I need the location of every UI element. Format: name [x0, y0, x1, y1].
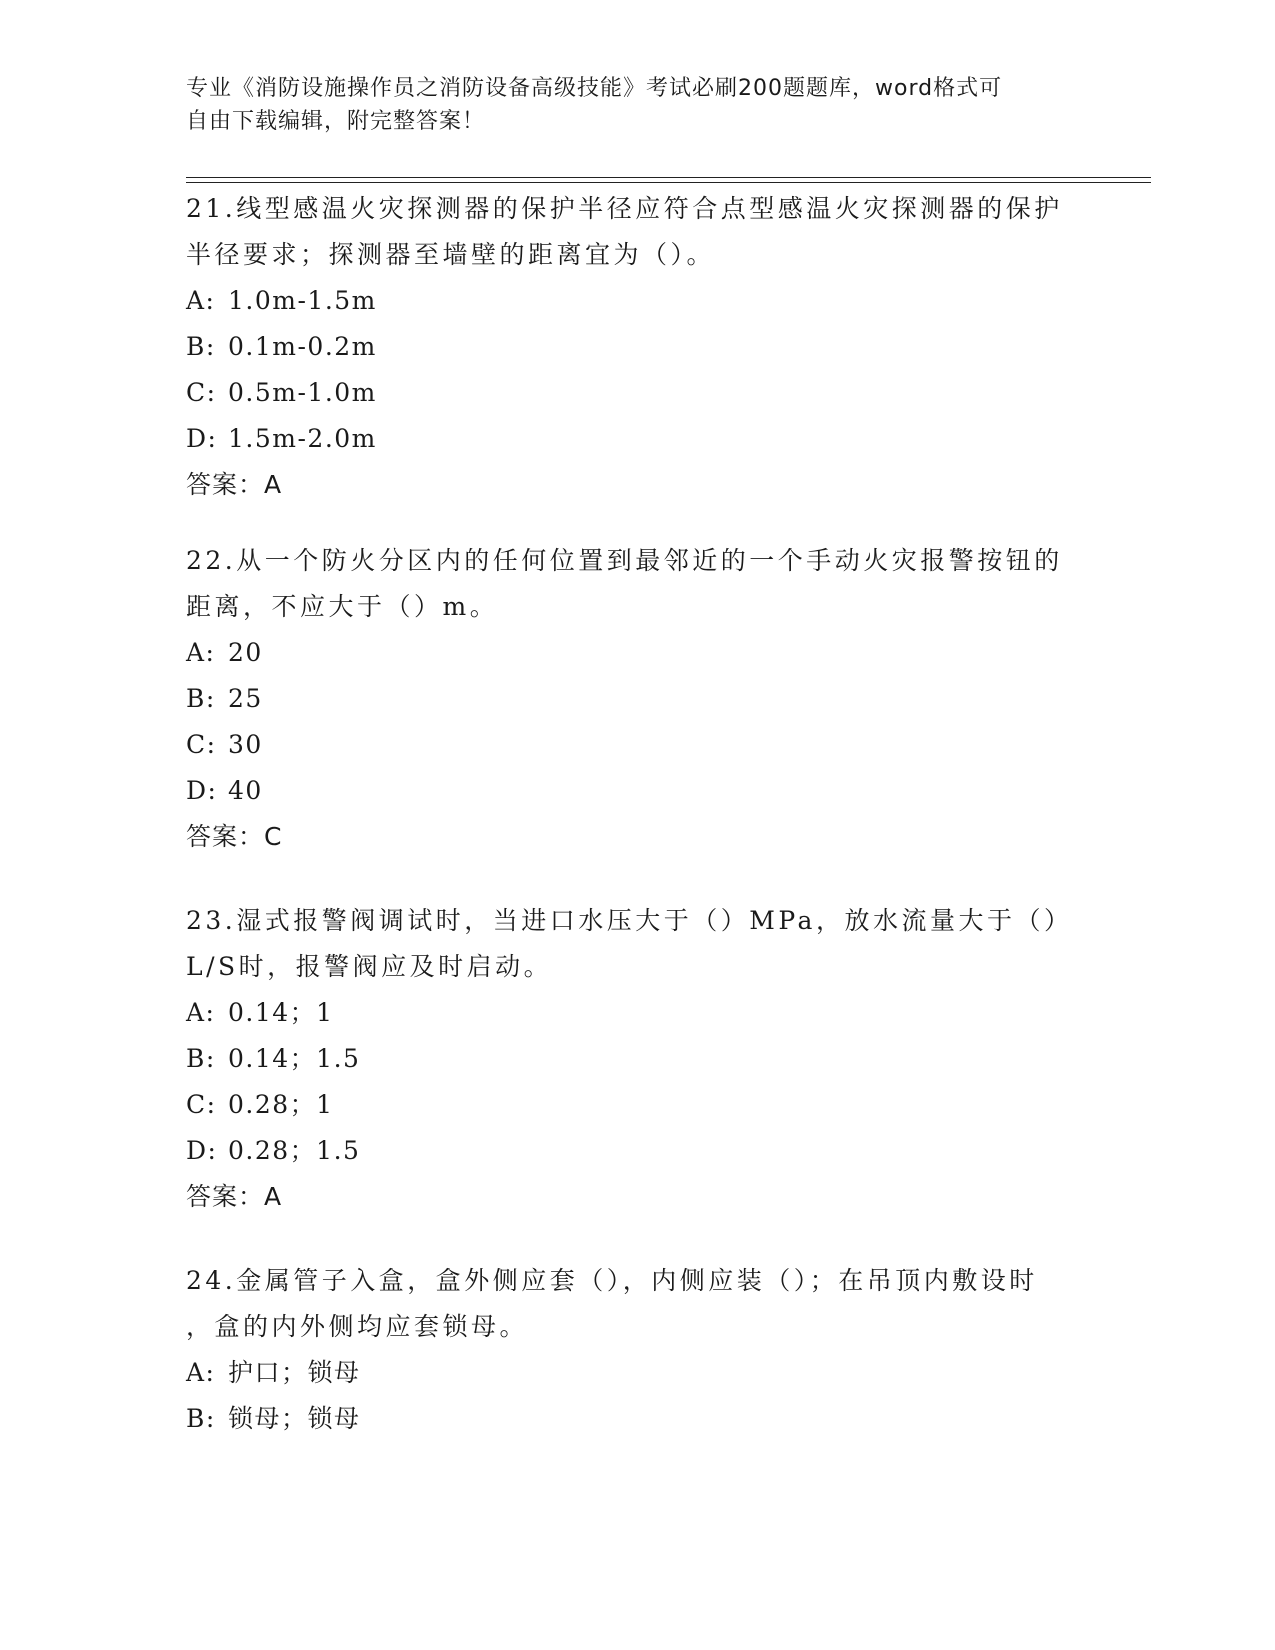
- question-stem-line-2: L/S时，报警阀应及时启动。: [186, 952, 553, 981]
- option-a: A: 20: [186, 638, 263, 667]
- question-stem-line-2: 距离，不应大于（）m。: [186, 592, 499, 621]
- header-line-2: 自由下载编辑，附完整答案！: [186, 109, 486, 134]
- question-22: [186, 538, 1086, 860]
- question-stem-line-1: 21.线型感温火灾探测器的保护半径应符合点型感温火灾探测器的保护: [186, 194, 1063, 223]
- option-b: B: 0.1m-0.2m: [186, 332, 377, 361]
- option-b: B: 锁母；锁母: [186, 1404, 361, 1433]
- header-divider-top: [186, 177, 1151, 178]
- option-c: C: 30: [186, 730, 263, 759]
- option-c: C: 0.28；1: [186, 1090, 334, 1119]
- answer-label: 答案：C: [186, 822, 283, 851]
- header-divider-bottom: [186, 182, 1151, 183]
- question-stem-line-1: 23.湿式报警阀调试时，当进口水压大于（）MPa，放水流量大于（）: [186, 906, 1073, 935]
- question-23: [186, 898, 1086, 1220]
- question-24: [186, 1258, 1086, 1442]
- option-b: B: 25: [186, 684, 263, 713]
- answer-label: 答案：A: [186, 470, 283, 499]
- option-a: A: 0.14；1: [186, 998, 334, 1027]
- option-d: D: 40: [186, 776, 263, 805]
- option-c: C: 0.5m-1.0m: [186, 378, 377, 407]
- header-line-1: 专业《消防设施操作员之消防设备高级技能》考试必刷200题题库，word格式可: [186, 76, 1003, 101]
- question-21: [186, 186, 1086, 508]
- option-a: A: 1.0m-1.5m: [186, 286, 377, 315]
- question-stem-line-2: ，盒的内外侧均应套锁母。: [186, 1312, 529, 1341]
- option-d: D: 0.28；1.5: [186, 1136, 361, 1165]
- answer-label: 答案：A: [186, 1182, 283, 1211]
- question-stem-line-1: 24.金属管子入盒，盒外侧应套（），内侧应装（）；在吊顶内敷设时: [186, 1266, 1038, 1295]
- question-stem-line-1: 22.从一个防火分区内的任何位置到最邻近的一个手动火灾报警按钮的: [186, 546, 1063, 575]
- option-a: A: 护口；锁母: [186, 1358, 361, 1387]
- document-header: [186, 72, 1066, 138]
- option-d: D: 1.5m-2.0m: [186, 424, 377, 453]
- question-stem-line-2: 半径要求；探测器至墙壁的距离宜为（）。: [186, 240, 716, 269]
- option-b: B: 0.14；1.5: [186, 1044, 361, 1073]
